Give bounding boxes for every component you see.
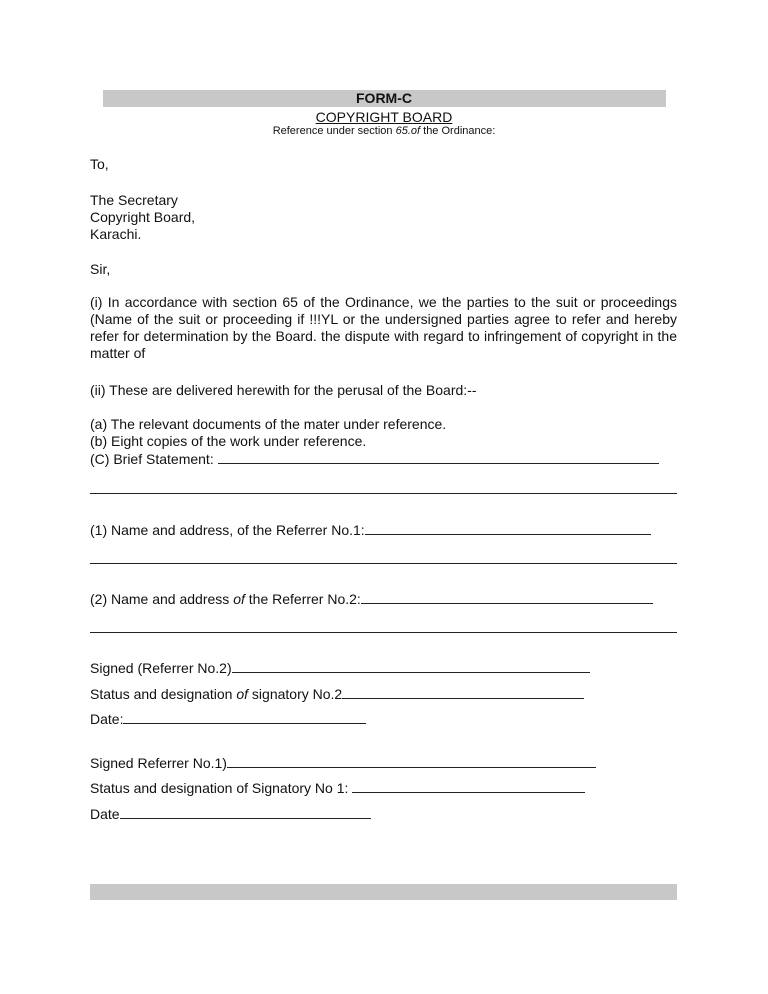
signed-1-field[interactable] xyxy=(227,754,596,768)
reference-section: 65.of xyxy=(395,125,421,137)
address-line-2: Copyright Board, xyxy=(90,209,196,225)
signed-1-label: Signed Referrer No.1) xyxy=(90,755,227,771)
status-2-row xyxy=(90,685,584,703)
date-2-row xyxy=(90,805,371,823)
status-2-italic: of xyxy=(236,686,249,702)
referrer-2-field[interactable] xyxy=(361,590,653,604)
address-line-3: Karachi. xyxy=(90,226,142,242)
referrer-2-line-2[interactable] xyxy=(90,632,677,633)
date-1-field[interactable] xyxy=(123,710,366,724)
paragraph-ii: (ii) These are delivered herewith for the perusal of the Board:-- xyxy=(90,382,477,398)
signed-2-field[interactable] xyxy=(232,659,590,673)
brief-statement-field[interactable] xyxy=(218,450,659,464)
reference-suffix: the Ordinance: xyxy=(420,125,496,137)
signed-1-row xyxy=(90,754,596,772)
status-1-field[interactable] xyxy=(352,779,585,793)
form-label: FORM-C xyxy=(356,90,412,106)
signed-2-row xyxy=(90,659,590,677)
item-c-row xyxy=(90,450,659,468)
date-1-label: Date: xyxy=(90,711,124,727)
brief-statement-label: (C) Brief Statement: xyxy=(90,451,218,467)
brief-statement-line-2[interactable] xyxy=(90,493,677,494)
signed-2-label: Signed (Referrer No.2) xyxy=(90,660,232,676)
status-2-suffix: signatory No.2 xyxy=(248,686,343,702)
paragraph-i: (i) In accordance with section 65 of the Ordinance, we the parties to the suit or proceedings (Name of the suit or proceeding if !!!YL or the undersigned parties agree to refer and hereby refer for determination by the Board. the dispute with regard to infringement of copyright in the matter of xyxy=(90,294,677,361)
referrer-2-row xyxy=(90,590,653,608)
referrer-2-italic: of xyxy=(233,591,245,607)
referrer-1-row xyxy=(90,521,651,539)
address-line-1: The Secretary xyxy=(90,192,178,208)
referrer-1-field[interactable] xyxy=(365,521,651,535)
item-b: (b) Eight copies of the work under reference. xyxy=(90,433,367,449)
status-2-prefix: Status and designation xyxy=(90,686,237,702)
referrer-1-line-2[interactable] xyxy=(90,563,677,564)
footer-bar xyxy=(90,884,677,900)
date-2-label: Date xyxy=(90,806,120,822)
date-1-row xyxy=(90,710,366,728)
salutation: Sir, xyxy=(90,261,111,277)
status-1-row xyxy=(90,779,585,797)
board-title: COPYRIGHT BOARD xyxy=(315,109,453,125)
referrer-1-label: (1) Name and address, of the Referrer No.1: xyxy=(90,522,365,538)
reference-prefix: Reference under section xyxy=(272,125,396,137)
reference-line xyxy=(0,124,768,138)
date-2-field[interactable] xyxy=(120,805,371,819)
status-1-label: Status and designation of Signatory No 1: xyxy=(90,780,353,796)
item-a: (a) The relevant documents of the mater under reference. xyxy=(90,416,447,432)
referrer-2-suffix: the Referrer No.2: xyxy=(244,591,361,607)
status-2-field[interactable] xyxy=(342,685,584,699)
referrer-2-prefix: (2) Name and address xyxy=(90,591,234,607)
address-to: To, xyxy=(90,156,109,172)
